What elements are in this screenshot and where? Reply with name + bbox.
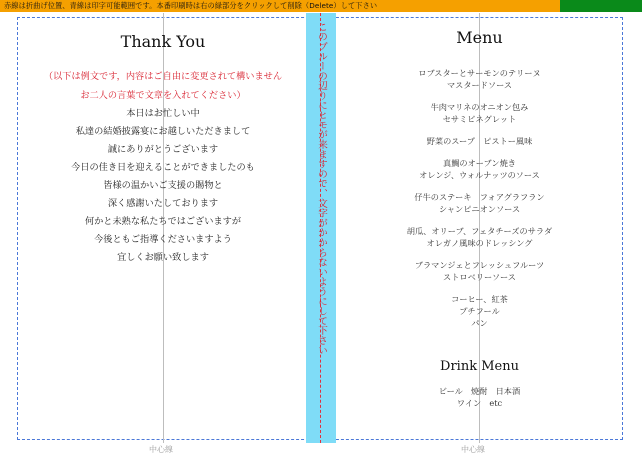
menu-panel: [336, 28, 623, 409]
course-line: プチフール: [459, 306, 500, 316]
center-line-label-left: 中心線: [149, 445, 173, 454]
menu-title: Menu: [456, 28, 503, 47]
header-bar: [0, 0, 642, 12]
string-band-note: このブルーの辺りにヒモが来ますので、文字がかからないようにして下さい: [316, 22, 327, 356]
message-line: 今日の佳き日を迎えることができましたのも: [71, 162, 255, 173]
course-line: 仔牛のステーキ フォアグラフラン: [414, 192, 545, 202]
message-line: 宜しくお願い致します: [117, 252, 209, 263]
course-line: セサミビネグレット: [442, 114, 517, 124]
menu-course: [336, 191, 623, 215]
message-line: 今後ともご指導くださいますよう: [94, 234, 232, 245]
menu-course: [336, 101, 623, 125]
drink-line: ワイン etc: [456, 398, 503, 408]
course-line: 胡瓜、オリーブ、フェタチーズのサラダ: [406, 226, 553, 236]
example-note-line: お二人の言葉で文章を入れてください）: [80, 90, 246, 101]
course-line: オレンジ、ウォルナッツのソース: [419, 170, 540, 180]
message-line: 何かと未熟な私たちではございますが: [84, 216, 242, 227]
course-line: ロブスターとサーモンのテリーヌ: [418, 68, 541, 78]
menu-course: [336, 67, 623, 91]
message-line: 誠にありがとうございます: [107, 144, 219, 155]
delete-green-box[interactable]: [560, 0, 642, 12]
course-line: シャンピニオンソース: [438, 204, 521, 214]
course-line: 野菜のスープ ピストー風味: [426, 136, 533, 146]
message-line: 深く感謝いたしております: [107, 198, 219, 209]
drink-list: [336, 385, 623, 409]
menu-course: [336, 259, 623, 283]
course-line: コーヒー、紅茶: [451, 294, 508, 304]
course-line: 牛肉マリネのオニオン包み: [430, 102, 529, 112]
menu-course: [336, 293, 623, 329]
header-notice: 赤線は折曲げ位置、青線は印字可能範囲です。本番印刷時は右の緑部分をクリックして削除（Delete）して下さい: [4, 1, 378, 10]
course-line: ブラマンジェとフレッシュフルーツ: [414, 260, 545, 270]
course-line: パン: [471, 318, 488, 328]
message-line: 本日はお忙しい中: [126, 108, 200, 119]
thank-you-title: Thank You: [120, 32, 206, 51]
message-line: 皆様の温かいご支援の賜物と: [103, 180, 223, 191]
course-line: ストロベリーソース: [443, 272, 516, 282]
drink-menu-title: Drink Menu: [440, 359, 519, 374]
menu-course: [336, 135, 623, 147]
menu-course: [336, 157, 623, 181]
center-line-label-right: 中心線: [461, 445, 485, 454]
message-line: 私達の結婚披露宴にお越しいただきまして: [75, 126, 251, 137]
course-line: オレガノ風味のドレッシング: [426, 238, 533, 248]
drink-line: ビール 焼酎 日本酒: [438, 386, 521, 396]
thank-you-panel: [20, 30, 306, 267]
course-line: マスタードソース: [446, 80, 513, 90]
course-line: 真鯛のオーブン焼き: [443, 158, 516, 168]
example-note-line: （以下は例文です，内容はご自由に変更されて構いません: [43, 71, 283, 82]
menu-course: [336, 225, 623, 249]
